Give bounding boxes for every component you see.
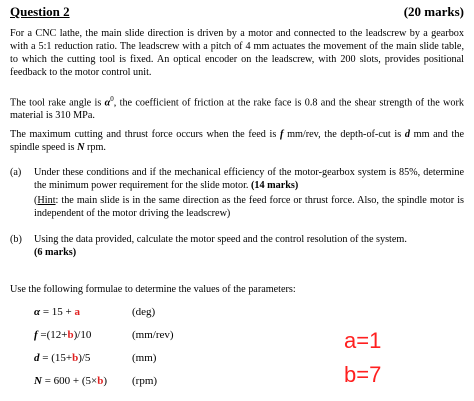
formula-alpha-param: a xyxy=(74,306,81,318)
formula-feed-mid: =(12+ xyxy=(37,329,68,341)
depth-symbol: d xyxy=(404,129,410,140)
formula-alpha-expr xyxy=(34,306,80,318)
cond-text-3: mm and the spindle speed is xyxy=(10,129,464,153)
hint-text: : the main slide is in the same direction as the feed force or thrust force. Also, the spindle motor is independent of the motor driving the leadscrew) xyxy=(34,195,464,219)
part-b-label: (b) xyxy=(10,234,22,245)
formula-alpha-var: α xyxy=(34,306,41,318)
rake-text-post: , the coefficient of friction at the rake face is 0.8 and the shear strength of the work material is 310 MPa. xyxy=(10,97,464,122)
formula-depth-expr xyxy=(34,352,90,364)
formula-feed-expr xyxy=(34,329,91,341)
question-title: Question 2 xyxy=(10,4,70,19)
degree-superscript: 0 xyxy=(110,95,114,103)
cond-text-4: rpm. xyxy=(84,142,106,153)
formula-depth-param: b xyxy=(72,352,79,364)
part-b-text xyxy=(34,233,464,259)
formula-speed-unit: (rpm) xyxy=(132,375,158,387)
formula-feed-unit: (mm/rev) xyxy=(132,329,174,341)
hint-label: Hint xyxy=(37,195,56,206)
formula-depth-unit: (mm) xyxy=(132,352,157,364)
part-a-hint: (Hint: the main slide is in the same direction as the feed force or thrust force. Also, the spindle motor is independent of the motor driving the leadscrew) xyxy=(34,195,464,219)
formula-speed-mid: = 600 + (5× xyxy=(41,375,98,387)
cond-text-2: mm/rev, the depth-of-cut is xyxy=(283,129,405,140)
part-a-question: Under these conditions and if the mechanical efficiency of the motor-gearbox system is 85%, determine the minimum power requirement for the slide motor. xyxy=(34,167,464,191)
intro-paragraph: For a CNC lathe, the main slide direction is driven by a motor and connected to the leadscrew by a gearbox with a 5:1 reduction ratio. The leadscrew with a pitch of 4 mm actuates the movement of the main slide table, to which the cutting tool is fixed. An optical encoder on the leadscrew, with 200 slots, provides positional feedback to the motor control unit. xyxy=(10,28,464,78)
formula-alpha-unit: (deg) xyxy=(132,306,156,318)
formula-depth-tail: )/5 xyxy=(78,352,91,364)
formula-feed-var: f xyxy=(34,329,38,341)
formula-speed-tail: ) xyxy=(103,375,108,387)
formula-feed-param: b xyxy=(67,329,74,341)
cutting-conditions-paragraph xyxy=(10,128,464,154)
question-marks: (20 marks) xyxy=(403,4,464,19)
speed-symbol: N xyxy=(77,142,85,153)
note-b-value: b=7 xyxy=(344,362,382,387)
rake-angle-paragraph xyxy=(10,93,464,122)
formula-feed-tail: )/10 xyxy=(73,329,92,341)
alpha-symbol: α xyxy=(104,97,111,109)
part-b-question: Using the data provided, calculate the motor speed and the control resolution of the system. xyxy=(34,234,407,245)
formula-speed-var: N xyxy=(34,375,42,387)
part-a-label: (a) xyxy=(10,167,22,178)
feed-symbol: f xyxy=(280,129,284,140)
question-header xyxy=(10,4,464,22)
formula-depth-mid: = (15+ xyxy=(39,352,73,364)
formula-alpha-mid: = 15 + xyxy=(40,306,75,318)
cond-text-1: The maximum cutting and thrust force occurs when the feed is xyxy=(10,129,280,140)
part-b-marks: (6 marks) xyxy=(34,247,77,258)
formulae-intro: Use the following formulae to determine the values of the parameters: xyxy=(10,284,296,295)
formula-speed-param: b xyxy=(97,375,104,387)
formula-depth-var: d xyxy=(34,352,40,364)
part-a-text xyxy=(34,166,464,192)
rake-text-pre: The tool rake angle is xyxy=(10,97,105,109)
part-a-marks: (14 marks) xyxy=(251,180,299,191)
note-a-value: a=1 xyxy=(344,328,382,353)
formula-speed-expr xyxy=(34,375,107,387)
